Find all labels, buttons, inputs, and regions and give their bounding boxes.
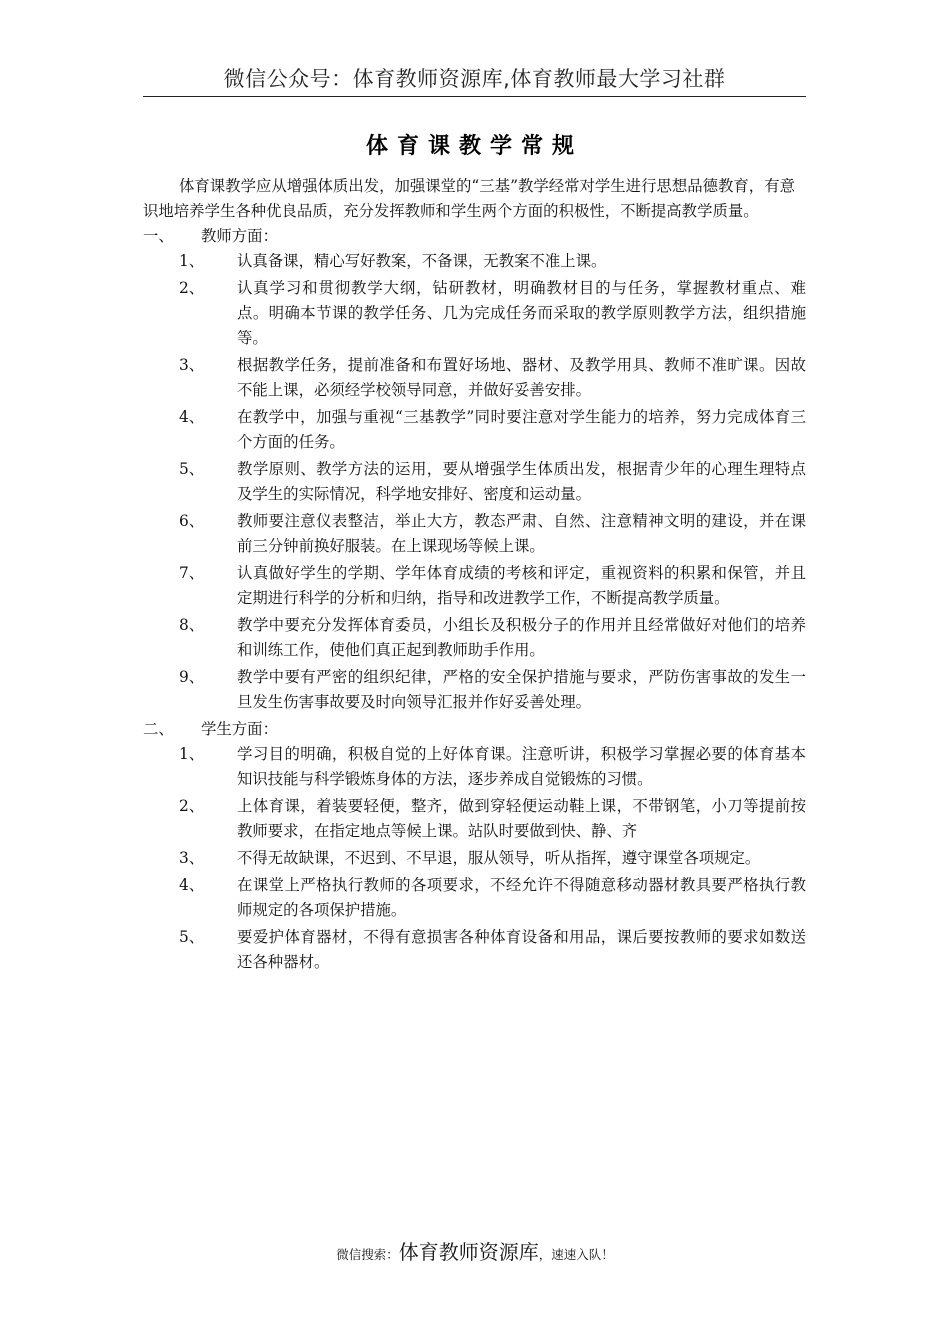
item-text: 上体育课，着装要轻便，整齐，做到穿轻便运动鞋上课，不带钢笔，小刀等提前按教师要求，在指定地点等候上课。站队时要做到快、静、齐 — [237, 797, 806, 840]
section-heading-teacher — [143, 224, 806, 249]
section-title: 学生方面： — [201, 720, 278, 738]
item-text: 不得无故缺课，不迟到、不早退，服从领导，听从指挥，遵守课堂各项规定。 — [237, 849, 761, 867]
list-item — [143, 405, 806, 455]
page-footer — [0, 1236, 950, 1265]
list-item — [143, 353, 806, 403]
list-item — [143, 561, 806, 611]
item-number: 2、 — [179, 797, 205, 815]
item-number: 3、 — [179, 849, 205, 867]
section-heading-student — [143, 717, 806, 742]
item-number: 5、 — [179, 928, 205, 946]
list-item — [143, 846, 806, 871]
item-text: 教学原则、教学方法的运用，要从增强学生体质出发，根据青少年的心理生理特点及学生的实际情况，科学地安排好、密度和运动量。 — [237, 460, 806, 503]
item-number: 5、 — [179, 460, 205, 478]
item-number: 7、 — [179, 564, 205, 582]
list-item — [143, 613, 806, 663]
footer-prefix: 微信搜索： — [336, 1247, 399, 1262]
item-number: 1、 — [179, 745, 205, 763]
item-text: 根据教学任务，提前准备和布置好场地、器材、及教学用具、教师不准旷课。因故不能上课，必须经学校领导同意，并做好妥善安排。 — [237, 356, 806, 399]
item-text: 教学中要有严密的组织纪律，严格的安全保护措施与要求，严防伤害事故的发生一旦发生伤害事故要及时向领导汇报并作好妥善处理。 — [237, 668, 806, 711]
header-text: 微信公众号：体育教师资源库,体育教师最大学习社群 — [223, 67, 726, 91]
item-number: 4、 — [179, 876, 205, 894]
item-text: 教学中要充分发挥体育委员，小组长及积极分子的作用并且经常做好对他们的培养和训练工作，使他们真正起到教师助手作用。 — [237, 616, 806, 659]
list-item — [143, 457, 806, 507]
intro-paragraph: 体育课教学应从增强体质出发，加强课堂的“三基”教学经常对学生进行思想品德教育，有意识地培养学生各种优良品质，充分发挥教师和学生两个方面的积极性，不断提高教学质量。 — [143, 177, 795, 220]
item-text: 在课堂上严格执行教师的各项要求，不经允许不得随意移动器材教具要严格执行教师规定的各项保护措施。 — [237, 876, 806, 919]
list-item — [143, 249, 806, 274]
list-item — [143, 794, 806, 844]
footer-suffix: ，速速入队！ — [538, 1247, 614, 1262]
section-number: 一、 — [143, 227, 174, 245]
item-text: 教师要注意仪表整洁，举止大方，教态严肃、自然、注意精神文明的建设，并在课前三分钟前换好服装。在上课现场等候上课。 — [237, 512, 806, 555]
list-item — [143, 509, 806, 559]
item-number: 8、 — [179, 616, 205, 634]
document-title: 体育课教学常规 — [365, 134, 583, 159]
list-item — [143, 925, 806, 975]
item-text: 在教学中，加强与重视“三基教学”同时要注意对学生能力的培养，努力完成体育三个方面的任务。 — [237, 408, 806, 451]
list-item — [143, 742, 806, 792]
item-number: 4、 — [179, 408, 205, 426]
item-text: 认真做好学生的学期、学年体育成绩的考核和评定，重视资料的积累和保管，并且定期进行科学的分析和归纳，指导和改进教学工作，不断提高教学质量。 — [237, 564, 806, 607]
item-text: 学习目的明确，积极自觉的上好体育课。注意听讲，积极学习掌握必要的体育基本知识技能与科学锻炼身体的方法，逐步养成自觉锻炼的习惯。 — [237, 745, 806, 788]
list-item — [143, 276, 806, 351]
item-number: 3、 — [179, 356, 205, 374]
item-number: 1、 — [179, 252, 205, 270]
item-text: 要爱护体育器材，不得有意损害各种体育设备和用品，课后要按教师的要求如数送还各种器材。 — [237, 928, 806, 971]
list-item — [143, 873, 806, 923]
item-number: 9、 — [179, 668, 205, 686]
item-text: 认真备课，精心写好教案，不备课，无教案不准上课。 — [237, 252, 607, 270]
list-item — [143, 665, 806, 715]
footer-account-name: 体育教师资源库 — [398, 1240, 539, 1264]
section-title: 教师方面： — [201, 227, 278, 245]
page-header — [143, 62, 806, 97]
item-number: 2、 — [179, 279, 205, 297]
section-number: 二、 — [143, 720, 174, 738]
document-body — [143, 174, 806, 977]
item-text: 认真学习和贯彻教学大纲，钻研教材，明确教材目的与任务，掌握教材重点、难点。明确本节课的教学任务、几为完成任务而采取的教学原则教学方法，组织措施等。 — [237, 279, 806, 347]
item-number: 6、 — [179, 512, 205, 530]
